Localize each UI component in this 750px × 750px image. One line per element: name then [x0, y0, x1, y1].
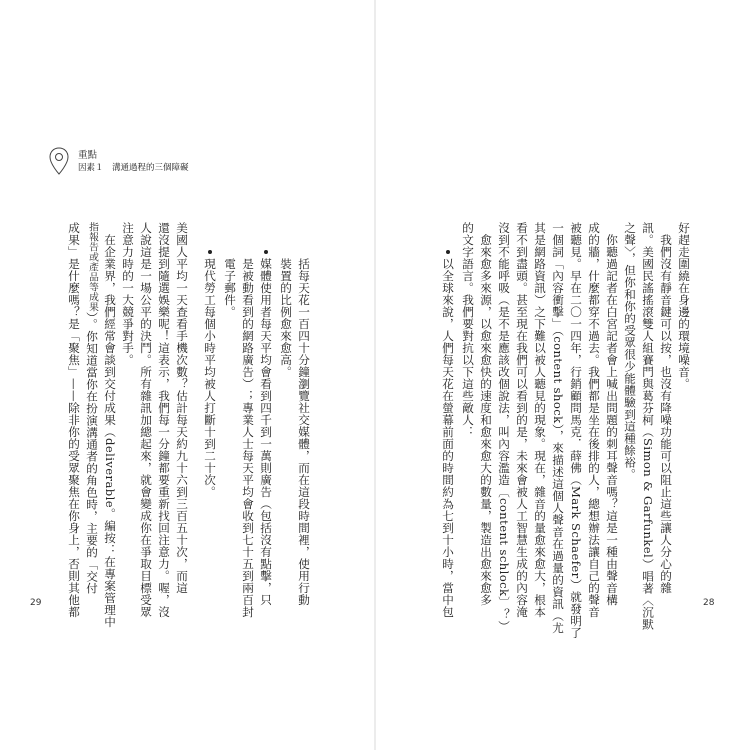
list-bullet	[208, 250, 212, 254]
text-column: 是被動看到的網路廣告）；專業人士每天平均會收到七十五到兩百封	[241, 258, 255, 618]
text-column: 指報告或產品等成果）。你知道當你在扮演溝通者的角色時，主要的「交付	[85, 222, 99, 595]
text-column: 美國人平均一天查看手機次數？估計每天約九十六到三百五十次，而這	[175, 222, 189, 594]
text-column: 沒到不能呼吸（是不是應該改個說法，叫內容濫造〔content schlock〕？）	[497, 222, 511, 633]
text-column: 其是網路資訊）之下難以被人聽見的現象。現在，雜音的量愈來愈大，根本	[533, 222, 547, 618]
text-column: 之聲〉，但你和你的受眾很少能體驗到這種餘裕。	[623, 222, 637, 481]
text-column: 好趕走圍繞在身邊的環境噪音。	[677, 222, 691, 390]
location-pin-icon	[48, 146, 70, 176]
keypoint-marker	[48, 146, 208, 180]
list-bullet	[446, 250, 450, 254]
text-column: 一個詞「內容衝擊」（content shock），來描述這個人聲音在過量的資訊（尤	[551, 222, 565, 634]
text-column: 你聽過記者在白宮記者會上喊出問題的刺耳聲音嗎？這是一種由聲音構	[605, 222, 619, 606]
list-bullet	[264, 250, 268, 254]
text-column: 電子郵件。	[223, 258, 237, 318]
editor-note: 指報告或產品等成果	[87, 222, 98, 312]
text-column: 我們沒有靜音鍵可以按，也沒有降噪功能可以阻止這些讓人分心的雜	[659, 222, 673, 594]
text-column: 裝置的比例愈來愈高。	[279, 258, 293, 378]
text-column: 現代勞工每個小時平均被人打斷十到二十次。	[203, 258, 217, 498]
text-column: 成果」是什麼嗎？是「聚焦」——除非你的受眾聚焦在你身上，否則其他都	[67, 222, 81, 618]
text-column: 成的牆，什麼都穿不過去。我們都是坐在後排的人，總想辦法讓自己的聲音	[587, 222, 601, 618]
text-column: 在企業界，我們經常會談到交付成果（deliverable。編按：在專案管理中	[103, 222, 117, 628]
keypoint-title: 重點	[78, 150, 98, 161]
text-column: 訊。美國民謠搖滾雙人組賽門與葛芬柯（Simon & Garfunkel）唱著〈沉默	[641, 222, 655, 631]
text-column: 愈來愈多來源，以愈來愈快的速度和愈來愈大的數量，製造出愈來愈多	[479, 222, 493, 606]
text-column: 括每天花一百四十分鐘瀏覽社交媒體，而在這段時間裡，使用行動	[297, 258, 311, 606]
text-column: 人說這是一場公平的決鬥。所有雜訊加總起來，就會變成你在爭取目標受眾	[139, 222, 153, 618]
text-column: 還沒提到隨選娛樂呢！這表示，我們每一分鐘都要重新找回注意力。喔，沒	[157, 222, 171, 618]
text-column: 媒體使用者每天平均會看到四千到一萬則廣告（包括沒有點擊，只	[259, 258, 273, 606]
page-number-right: 28	[703, 598, 715, 608]
text-column: 注意力時的一大競爭對手。	[121, 222, 135, 366]
page-number-left: 29	[30, 598, 42, 608]
text-column: 以全球來說，人們每天花在螢幕前面的時間約為七到十小時，當中包	[441, 258, 455, 618]
text-column: 被聽見。早在二〇一四年，行銷顧問馬克．薛佛（Mark Schaefer）就發明了	[569, 222, 583, 639]
page-gutter	[374, 0, 376, 750]
text-column: 看不到盡頭。甚至現在我們可以看到的是，未來會被人工智慧生成的內容淹	[515, 222, 529, 618]
keypoint-subtitle: 因素１ 溝通過程的三個障礙	[78, 163, 189, 173]
text-column: 的文字語言。我們要對抗以下這些敵人：	[461, 222, 475, 438]
